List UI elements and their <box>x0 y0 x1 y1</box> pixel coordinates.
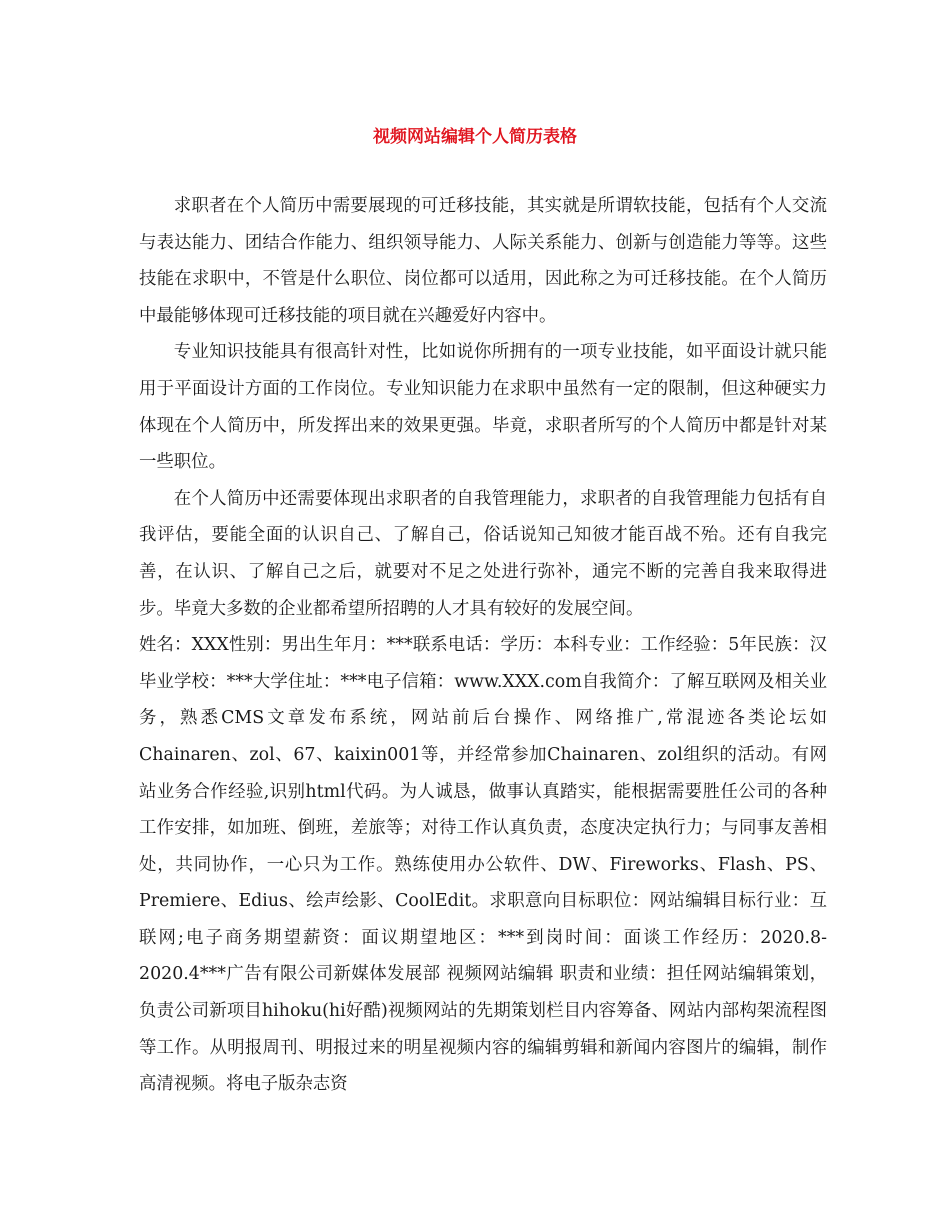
resume-details-text: 姓名：XXX性别：男出生年月：***联系电话：学历：本科专业：工作经验：5年民族：汉毕业学校：***大学住址：***电子信箱：www.XXX.com自我简介：了解互联网及相关业务，熟悉CMS文章发布系统，网站前后台操作、网络推广,常混迹各类论坛如Chainaren、zol、67、kaixin001等，并经常参加Chainaren、zol组织的活动。有网站业务合作经验,识别html代码。为人诚恳，做事认真踏实，能根据需要胜任公司的各种工作安排，如加班、倒班，差旅等；对待工作认真负责，态度决定执行力；与同事友善相处，共同协作，一心只为工作。熟练使用办公软件、DW、Fireworks、Flash、PS、Premiere、Edius、绘声绘影、CoolEdit。求职意向目标职位：网站编辑目标行业：互联网;电子商务期望薪资：面议期望地区：***到岗时间：面谈工作经历：2020.8-2020.4***广告有限公司新媒体发展部 视频网站编辑 职责和业绩：担任网站编辑策划，负责公司新项目hihoku(hi好酷)视频网站的先期策划栏目内容筹备、网站内部构架流程图等工作。从明报周刊、明报过来的明星视频内容的编辑剪辑和新闻内容图片的编辑，制作高清视频。将电子版杂志资 <box>139 635 827 1095</box>
document-body <box>139 188 827 1103</box>
paragraph-transferable-skills: 求职者在个人简历中需要展现的可迁移技能，其实就是所谓软技能，包括有个人交流与表达能力、团结合作能力、组织领导能力、人际关系能力、创新与创造能力等等。这些技能在求职中，不管是什么职位、岗位都可以适用，因此称之为可迁移技能。在个人简历中最能够体现可迁移技能的项目就在兴趣爱好内容中。 <box>139 196 827 326</box>
paragraph-self-management: 在个人简历中还需要体现出求职者的自我管理能力，求职者的自我管理能力包括有自我评估，要能全面的认识自己、了解自己，俗话说知己知彼才能百战不殆。还有自我完善，在认识、了解自己之后，就要对不足之处进行弥补，通完不断的完善自我来取得进步。毕竟大多数的企业都希望所招聘的人才具有较好的发展空间。 <box>139 488 827 619</box>
document-title: 视频网站编辑个人简历表格 <box>373 127 577 147</box>
paragraph-professional-skills: 专业知识技能具有很高针对性，比如说你所拥有的一项专业技能，如平面设计就只能用于平面设计方面的工作岗位。专业知识能力在求职中虽然有一定的限制，但这种硬实力体现在个人简历中，所发挥出来的效果更强。毕竟，求职者所写的个人简历中都是针对某一些职位。 <box>139 342 827 473</box>
